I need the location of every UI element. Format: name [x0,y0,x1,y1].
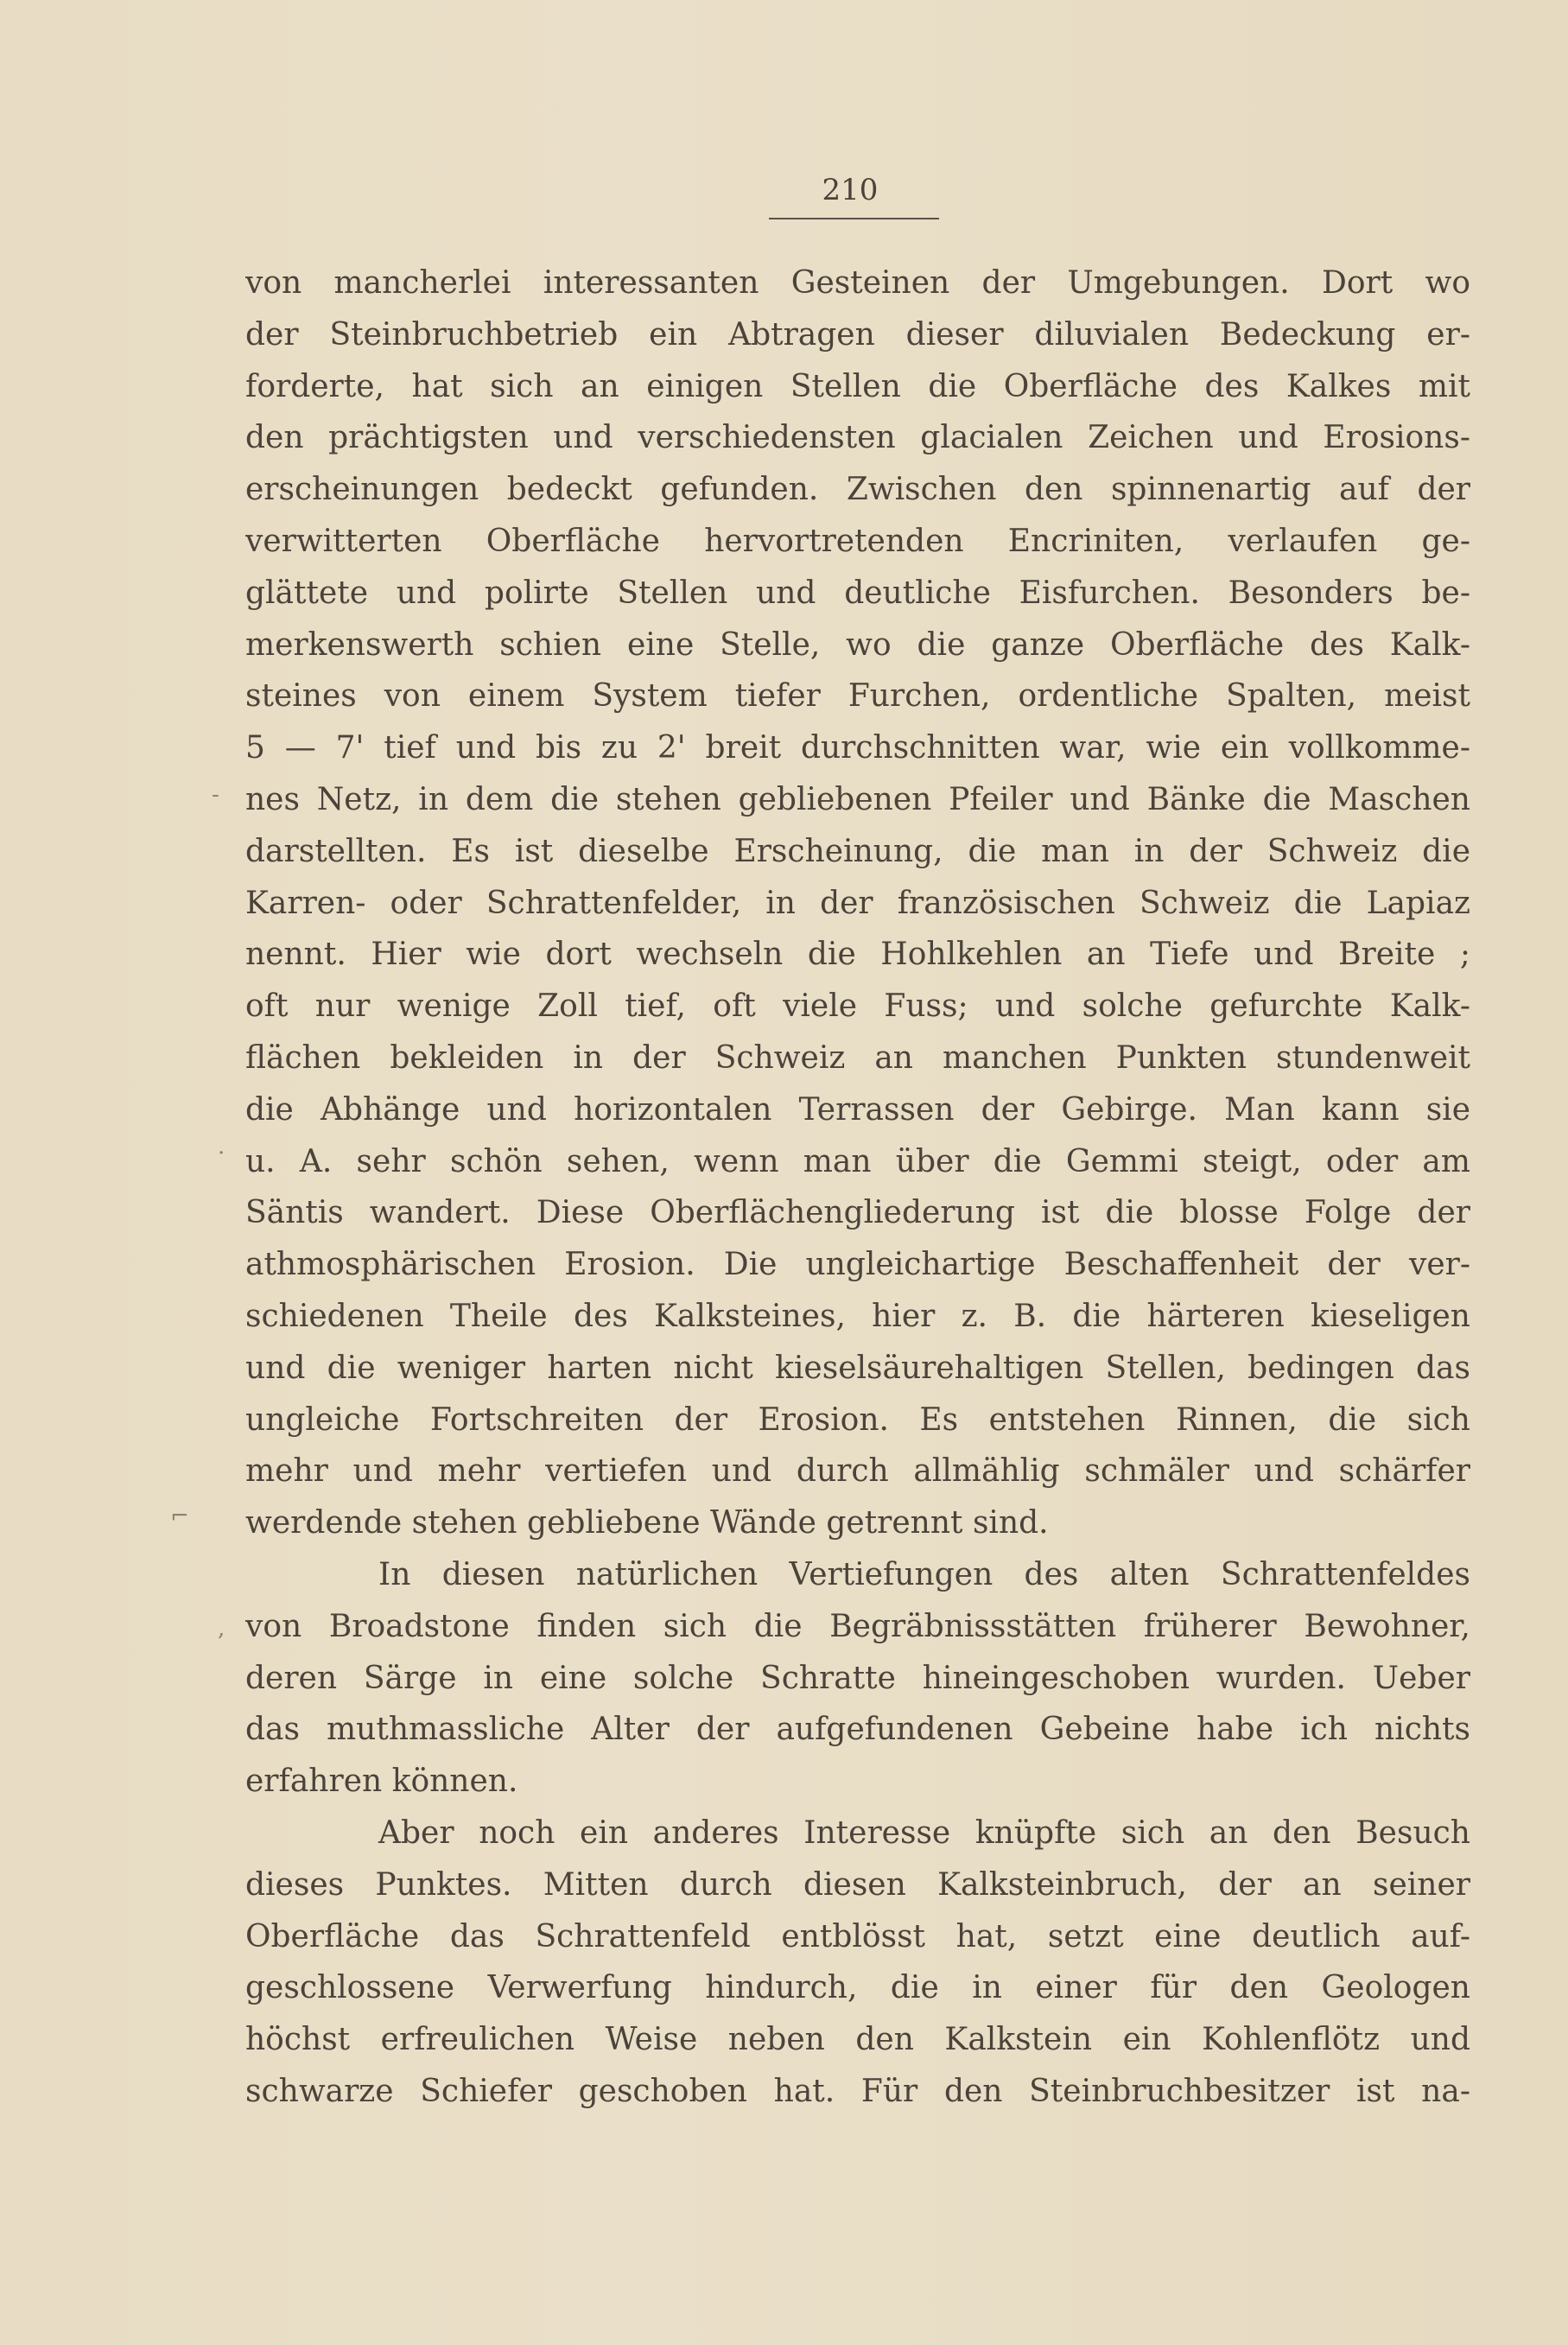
text-line: deren Särge in eine solche Schratte hineingeschoben wurden. Ueber [245,1660,1470,1696]
text-line: dieses Punktes. Mitten durch diesen Kalksteinbruch, der an seiner [245,1866,1470,1903]
text-line: Säntis wandert. Diese Oberflächengliederung ist die blosse Folge der [245,1195,1470,1231]
text-line: Aber noch ein anderes Interesse knüpfte sich an den Besuch [378,1814,1470,1851]
text-line: die Abhänge und horizontalen Terrassen der Gebirge. Man kann sie [245,1091,1470,1128]
text-line: schiedenen Theile des Kalksteines, hier z. B. die härteren kieseligen [245,1298,1470,1334]
paragraph-2 [245,1549,1470,1808]
text-line: werdende stehen gebliebene Wände getrennt sind. [245,1505,1049,1541]
margin-mark: - [212,782,219,808]
text-line: erfahren können. [245,1764,518,1800]
text-line: höchst erfreulichen Weise neben den Kalkstein ein Kohlenflötz und [245,2022,1470,2058]
text-line: von mancherlei interessanten Gesteinen der Umgebungen. Dort wo [245,265,1470,301]
text-line: von Broadstone finden sich die Begräbnissstätten früherer Bewohner, [245,1608,1470,1644]
text-line: der Steinbruchbetrieb ein Abtragen dieser diluvialen Bedeckung er- [245,316,1470,353]
text-line: geschlossene Verwerfung hindurch, die in einer für den Geologen [245,1970,1470,2006]
paragraph-3 [245,1808,1470,2118]
margin-mark: , [218,1616,225,1642]
text-line: 5 — 7' tief und bis zu 2' breit durchschnitten war, wie ein vollkomme- [245,730,1470,766]
text-line: mehr und mehr vertiefen und durch allmählig schmäler und schärfer [245,1453,1470,1490]
text-line: nes Netz, in dem die stehen gebliebenen Pfeiler und Bänke die Maschen [245,781,1470,817]
text-line: das muthmassliche Alter der aufgefundenen Gebeine habe ich nichts [245,1712,1470,1748]
text-line: ungleiche Fortschreiten der Erosion. Es entstehen Rinnen, die sich [245,1401,1470,1438]
page-number: 210 [822,173,879,207]
text-line: Oberfläche das Schrattenfeld entblösst hat, setzt eine deutlich auf- [245,1918,1470,1954]
text-line: Karren- oder Schrattenfelder, in der französischen Schweiz die Lapiaz [245,885,1470,921]
text-line: steines von einem System tiefer Furchen, ordentliche Spalten, meist [245,678,1470,715]
text-line: erscheinungen bedeckt gefunden. Zwischen den spinnenartig auf der [245,472,1470,508]
margin-mark: · [218,1141,225,1166]
body-text [245,257,1470,2118]
paragraph-1 [245,257,1470,1549]
text-line: glättete und polirte Stellen und deutliche Eisfurchen. Besonders be- [245,575,1470,611]
text-line: nennt. Hier wie dort wechseln die Hohlkehlen an Tiefe und Breite ; [245,937,1470,973]
text-line: schwarze Schiefer geschoben hat. Für den Steinbruchbesitzer ist na- [245,2073,1470,2109]
text-line: den prächtigsten und verschiedensten glacialen Zeichen und Erosions- [245,420,1470,456]
text-line: athmosphärischen Erosion. Die ungleichartige Beschaffenheit der ver- [245,1247,1470,1283]
text-line: oft nur wenige Zoll tief, oft viele Fuss; und solche gefurchte Kalk- [245,988,1470,1025]
text-line: u. A. sehr schön sehen, wenn man über die Gemmi steigt, oder am [245,1143,1470,1179]
text-line: verwitterten Oberfläche hervortretenden Encriniten, verlaufen ge- [245,523,1470,559]
text-line: merkenswerth schien eine Stelle, wo die ganze Oberfläche des Kalk- [245,626,1470,663]
page-number-rule [769,218,939,219]
text-line: und die weniger harten nicht kieselsäurehaltigen Stellen, bedingen das [245,1350,1470,1386]
text-line: In diesen natürlichen Vertiefungen des alten Schrattenfeldes [378,1556,1470,1592]
text-line: flächen bekleiden in der Schweiz an manchen Punkten stundenweit [245,1039,1470,1076]
text-line: darstellten. Es ist dieselbe Erscheinung, die man in der Schweiz die [245,833,1470,869]
margin-mark: ⌐ [170,1503,189,1529]
text-line: forderte, hat sich an einigen Stellen die Oberfläche des Kalkes mit [245,368,1470,404]
